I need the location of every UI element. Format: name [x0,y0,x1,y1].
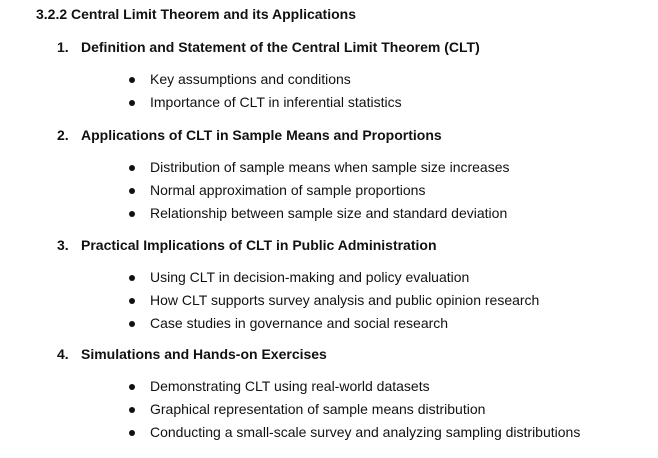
bullet-icon [129,298,135,304]
section-title-text: Applications of CLT in Sample Means and Proportions [81,127,442,143]
bullet-icon [129,430,135,436]
section-title [57,234,658,256]
list-item-text: Demonstrating CLT using real-world datasets [150,378,430,394]
section-title [57,343,658,365]
list-item [57,266,658,289]
section-number: 1. [57,39,69,55]
bullet-icon [129,100,135,106]
section-number: 3. [57,237,69,253]
bullet-list [57,375,658,444]
bullet-icon [129,211,135,217]
list-item [57,202,658,225]
section-number: 2. [57,127,69,143]
list-item-text: Using CLT in decision-making and policy evaluation [150,269,470,285]
bullet-icon [129,321,135,327]
section-title-text: Definition and Statement of the Central Limit Theorem (CLT) [81,39,480,55]
list-item-text: Normal approximation of sample proportions [150,182,426,198]
list-item [57,179,658,202]
bullet-icon [129,407,135,413]
list-item-text: Conducting a small-scale survey and analyzing sampling distributions [150,424,581,440]
section-heading: 3.2.2 Central Limit Theorem and its Applications [36,6,356,22]
section-1 [57,36,658,114]
bullet-icon [129,165,135,171]
section-4 [57,343,658,444]
section-title [57,124,658,146]
list-item-text: Importance of CLT in inferential statistics [150,94,402,110]
section-title [57,36,658,58]
bullet-icon [129,188,135,194]
bullet-icon [129,384,135,390]
bullet-list [57,266,658,335]
list-item [57,398,658,421]
list-item [57,421,658,444]
list-item-text: Key assumptions and conditions [150,71,351,87]
bullet-icon [129,77,135,83]
list-item-text: Relationship between sample size and standard deviation [150,205,508,221]
bullet-list [57,156,658,225]
bullet-icon [129,275,135,281]
section-title-text: Practical Implications of CLT in Public Administration [81,237,437,253]
list-item [57,68,658,91]
section-title-text: Simulations and Hands-on Exercises [81,346,327,362]
list-item-text: How CLT supports survey analysis and public opinion research [150,292,540,308]
section-3 [57,234,658,335]
section-number: 4. [57,346,69,362]
list-item [57,375,658,398]
list-item-text: Distribution of sample means when sample size increases [150,159,510,175]
bullet-list [57,68,658,114]
list-item-text: Case studies in governance and social research [150,315,449,331]
list-item [57,91,658,114]
list-item-text: Graphical representation of sample means distribution [150,401,486,417]
list-item [57,156,658,179]
section-2 [57,124,658,225]
list-item [57,312,658,335]
list-item [57,289,658,312]
